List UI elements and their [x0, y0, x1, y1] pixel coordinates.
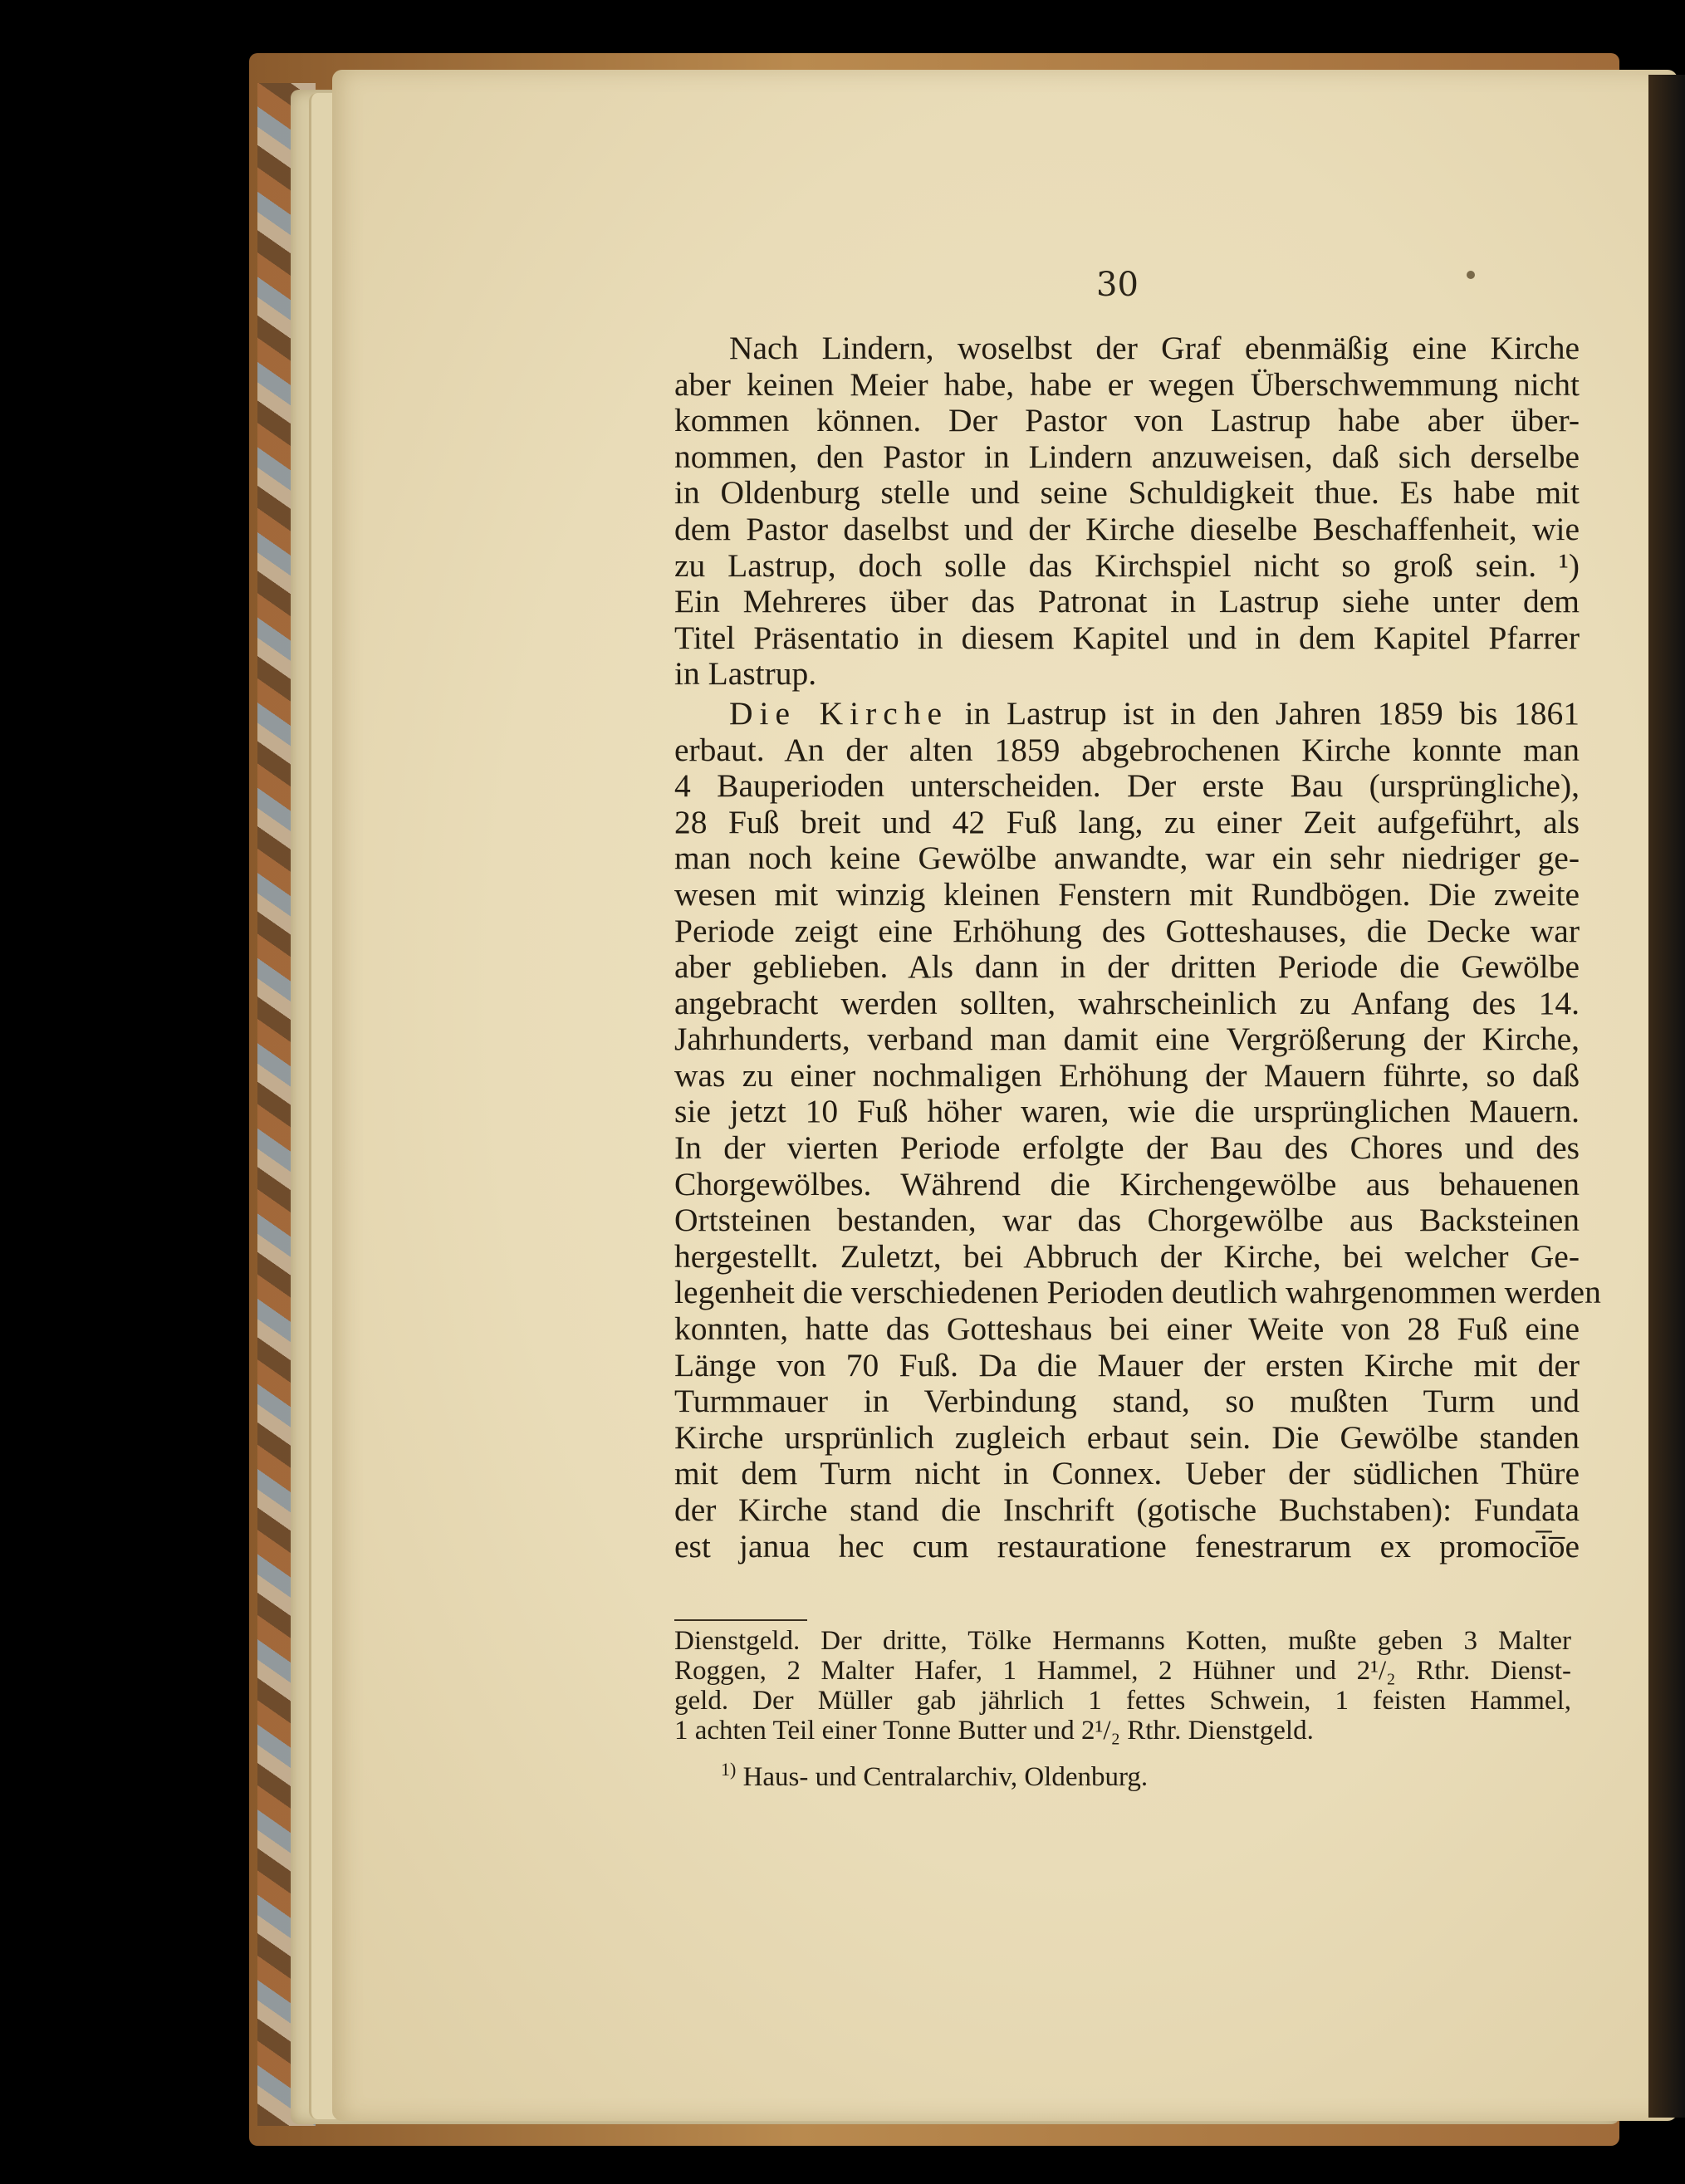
text-line: Ein Mehreres über das Patronat in Lastrup siehe unter dem [674, 583, 1580, 620]
text-line: aber geblieben. Als dann in der dritten Periode die Gewölbe [674, 948, 1580, 986]
text-line: Jahrhunderts, verband man damit eine Vergrößerung der Kirche, [674, 1021, 1580, 1058]
text-line: mit dem Turm nicht in Connex. Ueber der südlichen Thüre [674, 1455, 1580, 1492]
text-line [674, 696, 1580, 732]
text-line: zu Lastrup, doch solle das Kirchspiel nicht so groß sein. ¹) [674, 546, 1580, 584]
footnote-line: geld. Der Müller gab jährlich 1 fettes Schwein, 1 feisten Hammel, [674, 1686, 1571, 1716]
text-line: nommen, den Pastor in Lindern anzuweisen, daß sich derselbe [674, 438, 1580, 475]
text-line: Nach Lindern, woselbst der Graf ebenmäßig eine Kirche [729, 330, 1580, 366]
text-line: legenheit die verschiedenen Perioden deutlich wahrgenommen werden [674, 1274, 1601, 1311]
text-line: Länge von 70 Fuß. Da die Mauer der ersten Kirche mit der [674, 1346, 1580, 1383]
text-line: in Lastrup. [674, 655, 817, 693]
facing-page-edge [1648, 75, 1685, 2118]
text-line: aber keinen Meier habe, habe er wegen Überschwemmung nicht [674, 365, 1580, 403]
text-line: Chorgewölbes. Während die Kirchengewölbe aus behauenen [674, 1165, 1580, 1202]
text-line: Periode zeigt eine Erhöhung des Gotteshauses, die Decke war [674, 912, 1580, 949]
footnote-continuation [674, 1626, 1571, 1746]
text-line: wesen mit winzig kleinen Fenstern mit Rundbögen. Die zweite [674, 875, 1580, 913]
text-line: 28 Fuß breit und 42 Fuß lang, zu einer Zeit aufgeführt, als [674, 803, 1580, 840]
footnote-text: Haus- und Centralarchiv, Oldenburg. [742, 1762, 1149, 1792]
text-line: In der vierten Periode erfolgte der Bau des Chores und des [674, 1129, 1580, 1167]
footnote-rule [674, 1619, 807, 1621]
text-line: in Oldenburg stelle und seine Schuldigkeit thue. Es habe mit [674, 474, 1580, 512]
ink-spot [1467, 271, 1475, 279]
text-line: Turmmauer in Verbindung stand, so mußten Turm und [674, 1383, 1580, 1420]
text-line: konnten, hatte das Gotteshaus bei einer Weite von 28 Fuß eine [674, 1310, 1580, 1348]
text-line: dem Pastor daselbst und der Kirche dieselbe Beschaffenheit, wie [674, 510, 1580, 547]
text-line: Titel Präsentatio in diesem Kapitel und in dem Kapitel Pfarrer [674, 619, 1580, 656]
main-text [674, 330, 1601, 1565]
text-line: 4 Bauperioden unterscheiden. Der erste Bau (ursprüngliche), [674, 767, 1580, 805]
footnote-marker: 1) [721, 1759, 737, 1780]
text-line: kommen können. Der Pastor von Lastrup habe aber über- [674, 402, 1580, 439]
text-line: der Kirche stand die Inschrift (gotische Buchstaben): Fundata [674, 1491, 1580, 1528]
text-line: Ortsteinen bestanden, war das Chorgewölbe aus Backsteinen [674, 1202, 1580, 1239]
text-line: sie jetzt 10 Fuß höher waren, wie die ursprünglichen Mauern. [674, 1093, 1580, 1130]
footnote-line: Roggen, 2 Malter Hafer, 1 Hammel, 2 Hühner und 2¹/₂ Rthr. Dienst- [674, 1656, 1571, 1686]
text-line: angebracht werden sollten, wahrscheinlich zu Anfang des 14. [674, 984, 1580, 1021]
emphasis-lead: Die Kirche [729, 694, 949, 732]
footnote-line: Dienstgeld. Der dritte, Tölke Hermanns Kotten, mußte geben 3 Malter [674, 1626, 1571, 1656]
text-line-rest: in Lastrup ist in den Jahren 1859 bis 1861 [948, 694, 1580, 732]
paragraph-1 [674, 331, 1580, 693]
text-line: hergestellt. Zuletzt, bei Abbruch der Kirche, bei welcher Ge- [674, 1237, 1580, 1275]
text-line: erbaut. An der alten 1859 abgebrochenen Kirche konnte man [674, 731, 1580, 768]
text-line: Kirche ursprünlich zugleich erbaut sein. Die Gewölbe standen [674, 1418, 1580, 1456]
footnote-line: 1 achten Teil einer Tonne Butter und 2¹/₂ Rthr. Dienstgeld. [674, 1716, 1314, 1746]
text-line: man noch keine Gewölbe anwandte, war ein sehr niedriger ge- [674, 840, 1580, 877]
text-line: was zu einer nochmaligen Erhöhung der Mauern führte, so daß [674, 1056, 1580, 1094]
page-number: 30 [1096, 266, 1139, 304]
footnote-1 [721, 1759, 1148, 1793]
paragraph-2 [674, 694, 1601, 1565]
text-line-latin: est janua hec cum restauratione fenestrarum ex promoci̅o̅e [674, 1527, 1580, 1565]
